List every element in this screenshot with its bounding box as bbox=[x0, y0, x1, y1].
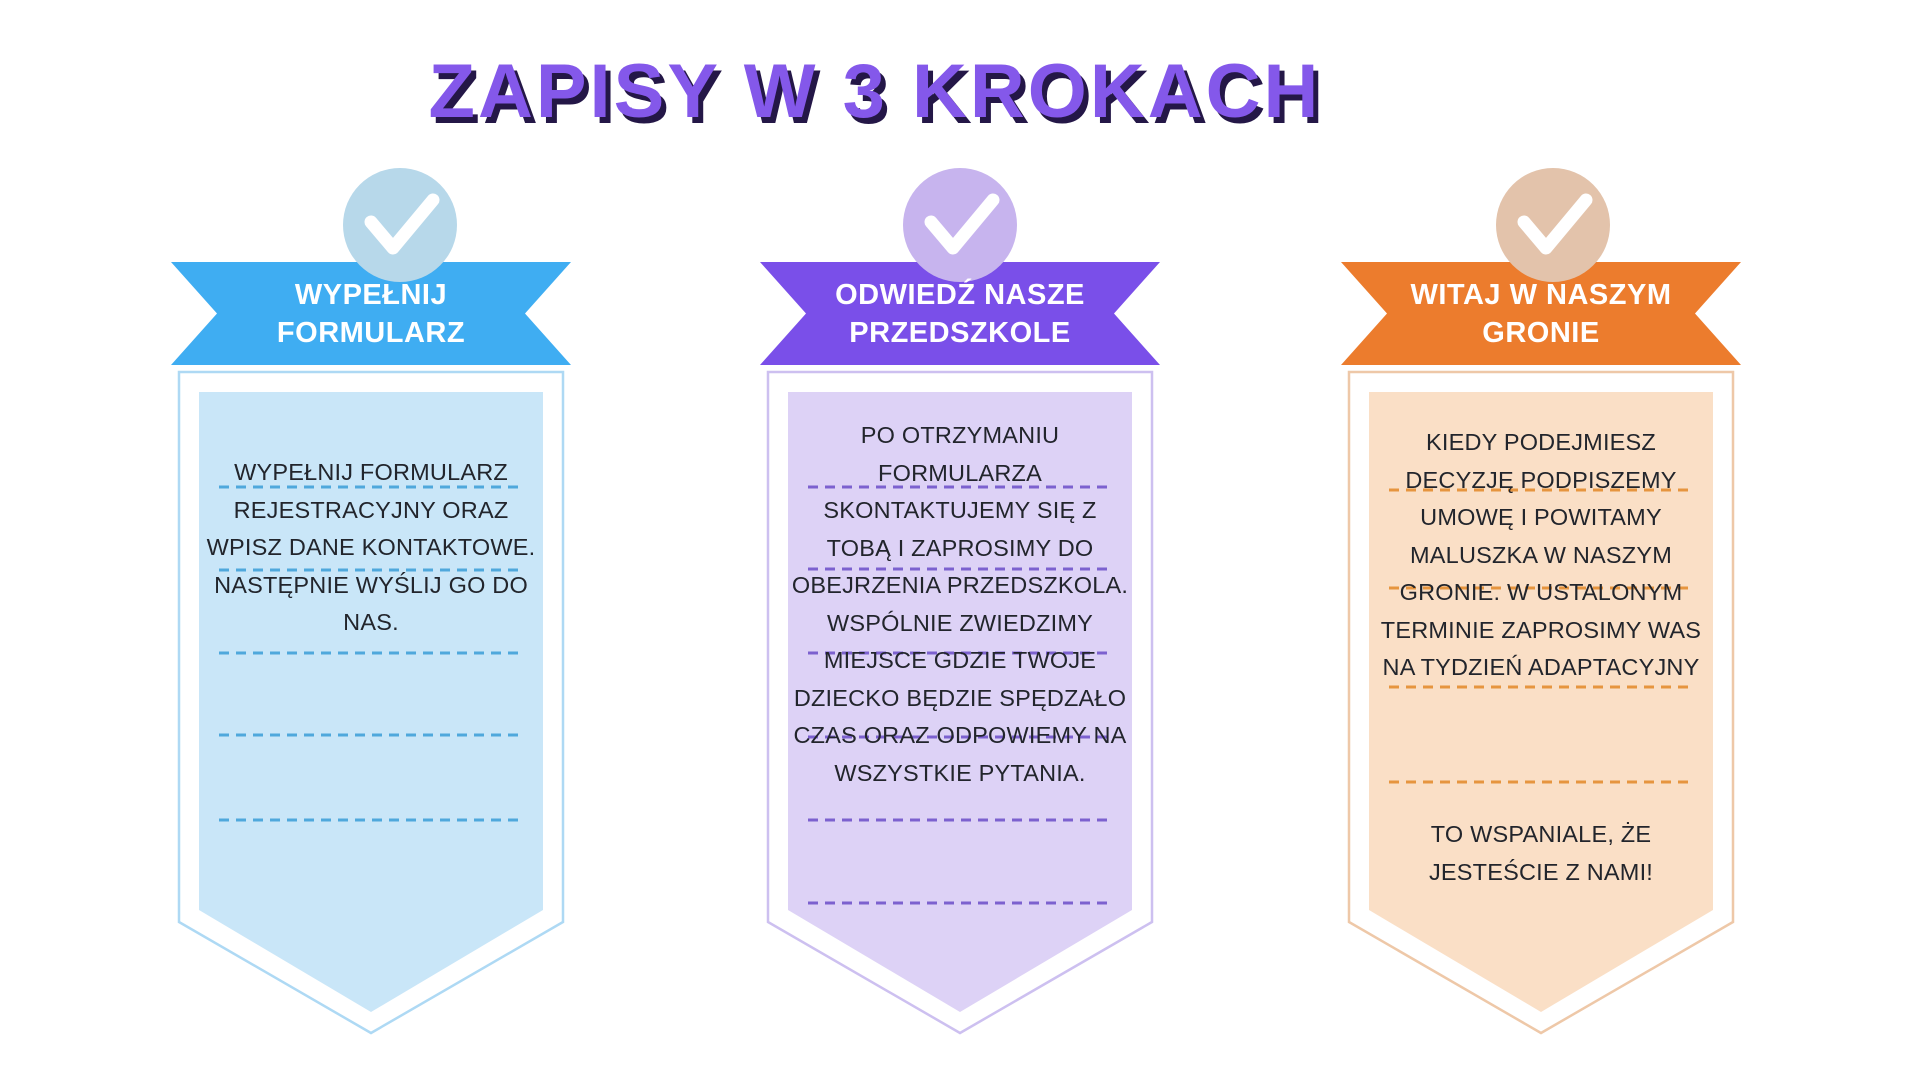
step-body-line: GRONIE. W USTALONYM bbox=[1399, 579, 1683, 605]
step-body-line: FORMULARZA bbox=[878, 459, 1042, 486]
step-body-line: MIEJSCE GDZIE TWOJE bbox=[823, 647, 1097, 673]
step-body-line: WSZYSTKIE PYTANIA. bbox=[834, 759, 1086, 786]
step-body-text bbox=[1369, 424, 1713, 687]
ribbon-title-line: PRZEDSZKOLE bbox=[849, 317, 1071, 349]
check-icon bbox=[1496, 168, 1610, 282]
step-column-odwiedz-nasze-przedszkole bbox=[750, 160, 1170, 1050]
step-body-line: NASTĘPNIE WYŚLIJ GO DO bbox=[214, 571, 528, 598]
step-body-line: MALUSZKA W NASZYM bbox=[1410, 541, 1672, 568]
step-body-line: WYPEŁNIJ FORMULARZ bbox=[234, 459, 508, 485]
step-footer-line: JESTEŚCIE Z NAMI! bbox=[1428, 858, 1654, 885]
ribbon-title bbox=[176, 276, 566, 352]
check-icon bbox=[903, 168, 1017, 282]
step-body-line: DZIECKO BĘDZIE SPĘDZAŁO bbox=[793, 684, 1127, 711]
ribbon-title-line: WYPEŁNIJ bbox=[294, 279, 448, 311]
ribbon-title bbox=[1346, 276, 1736, 352]
step-column-wypelnij-formularz bbox=[161, 160, 581, 1050]
step-footer-line: TO WSPANIALE, ŻE bbox=[1430, 821, 1652, 847]
step-body-line: CZAS ORAZ ODPOWIEMY NA bbox=[793, 722, 1127, 748]
step-body-line: OBEJRZENIA PRZEDSZKOLA. bbox=[791, 572, 1129, 598]
step-body-line: WPISZ DANE KONTAKTOWE. bbox=[206, 534, 536, 560]
step-body-line: REJESTRACYJNY ORAZ bbox=[233, 496, 509, 523]
step-body-line: WSPÓLNIE ZWIEDZIMY bbox=[826, 609, 1094, 636]
step-column-witaj-w-naszym-gronie bbox=[1331, 160, 1751, 1050]
step-body-line: TOBĄ I ZAPROSIMY DO bbox=[826, 534, 1094, 561]
step-body-line: SKONTAKTUJEMY SIĘ Z bbox=[823, 497, 1097, 523]
ribbon-title-line: GRONIE bbox=[1482, 317, 1600, 349]
step-body-line: KIEDY PODEJMIESZ bbox=[1426, 429, 1656, 455]
step-footer-text bbox=[1369, 816, 1713, 891]
ribbon-title-line: ODWIEDŹ NASZE bbox=[835, 279, 1085, 311]
step-body-line: NA TYDZIEŃ ADAPTACYJNY bbox=[1382, 654, 1700, 680]
step-body-line: PO OTRZYMANIU bbox=[860, 422, 1060, 448]
ribbon-title-line: WITAJ W NASZYM bbox=[1410, 279, 1672, 311]
step-body-line: DECYZJĘ PODPISZEMY bbox=[1405, 466, 1677, 493]
step-body-text bbox=[788, 417, 1132, 792]
step-body-text bbox=[199, 454, 543, 642]
ribbon-title-line: FORMULARZ bbox=[276, 317, 466, 349]
ribbon-title bbox=[765, 276, 1155, 352]
step-body-line: TERMINIE ZAPROSIMY WAS bbox=[1380, 616, 1702, 643]
step-body-line: NAS. bbox=[343, 609, 399, 635]
step-body-line: UMOWĘ I POWITAMY bbox=[1420, 504, 1662, 530]
page-title: ZAPISY W 3 KROKACH bbox=[428, 49, 1322, 134]
check-icon bbox=[343, 168, 457, 282]
